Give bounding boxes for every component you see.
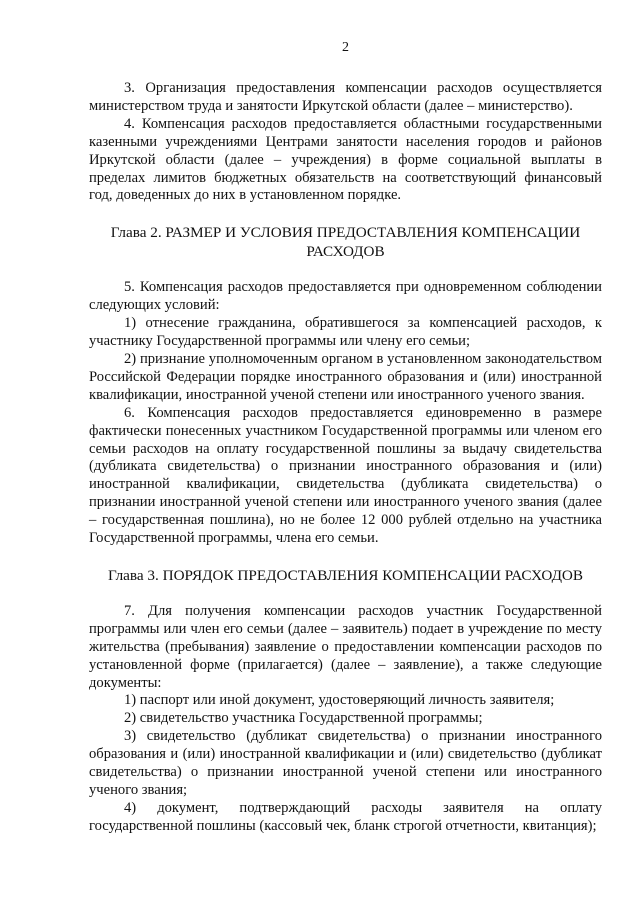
page-number: 2	[342, 40, 349, 55]
paragraph-7-item-4: 4) документ, подтверждающий расходы заявителя на оплату государственной пошлины (кассовый чек, бланк строгой отчетности, квитанция);	[89, 799, 602, 834]
paragraph-7-item-2: 2) свидетельство участника Государственной программы;	[124, 710, 483, 727]
chapter-3-title: Глава 3. ПОРЯДОК ПРЕДОСТАВЛЕНИЯ КОМПЕНСАЦИИ РАСХОДОВ	[107, 566, 584, 584]
paragraph-7-item-3: 3) свидетельство (дубликат свидетельства) о признании иностранного образования и (или) иностранной квалификации и (или) свидетельство (дубликат свидетельства) о признании иностранной ученой степени или иностранного ученого звания;	[89, 728, 602, 798]
paragraph-6: 6. Компенсация расходов предоставляется единовременно в размере фактически понесенных участником Государственной программы или членом его семьи расходов на оплату государственной пошлины за выдачу свидетельства (дубликата свидетельства) о признании иностранного образования и (или) иностранной квалификации, свидетельства (дубликата свидетельства) о признании иностранной ученой степени или иностранного ученого звания (далее – государственная пошлина), но не более 12 000 рублей отдельно на участника Государственной программы, члена его семьи.	[89, 404, 602, 547]
paragraph-7-item-1: 1) паспорт или иной документ, удостоверяющий личность заявителя;	[124, 692, 555, 709]
paragraph-5-item-1: 1) отнесение гражданина, обратившегося за компенсацией расходов, к участнику Государственной программы или члену его семьи;	[89, 315, 602, 350]
chapter-2-title: Глава 2. РАЗМЕР И УСЛОВИЯ ПРЕДОСТАВЛЕНИЯ КОМПЕНСАЦИИ РАСХОДОВ	[110, 224, 581, 261]
paragraph-3: 3. Организация предоставления компенсации расходов осуществляется министерством труда и занятости Иркутской области (далее – министерство).	[89, 80, 602, 114]
paragraph-5-item-2: 2) признание уполномоченным органом в установленном законодательством Российской Федерации порядке иностранного образования и (или) иностранной квалификации, иностранной ученой степени или иностранного ученого звания.	[89, 350, 602, 403]
paragraph-4: 4. Компенсация расходов предоставляется областными государственными казенными учреждениями Центрами занятости населения городов и районов Иркутской области (далее – учреждения) в форме социальной выплаты в пределах лимитов бюджетных обязательств на соответствующий финансовый год, доведенных до них в установленном порядке.	[89, 115, 602, 204]
paragraph-7: 7. Для получения компенсации расходов участник Государственной программы или член его семьи (далее – заявитель) подает в учреждение по месту жительства (пребывания) заявление о предоставлении компенсации расходов по установленной форме (прилагается) (далее – заявление), а также следующие документы:	[89, 602, 602, 691]
paragraph-5: 5. Компенсация расходов предоставляется при одновременном соблюдении следующих условий:	[89, 279, 602, 314]
